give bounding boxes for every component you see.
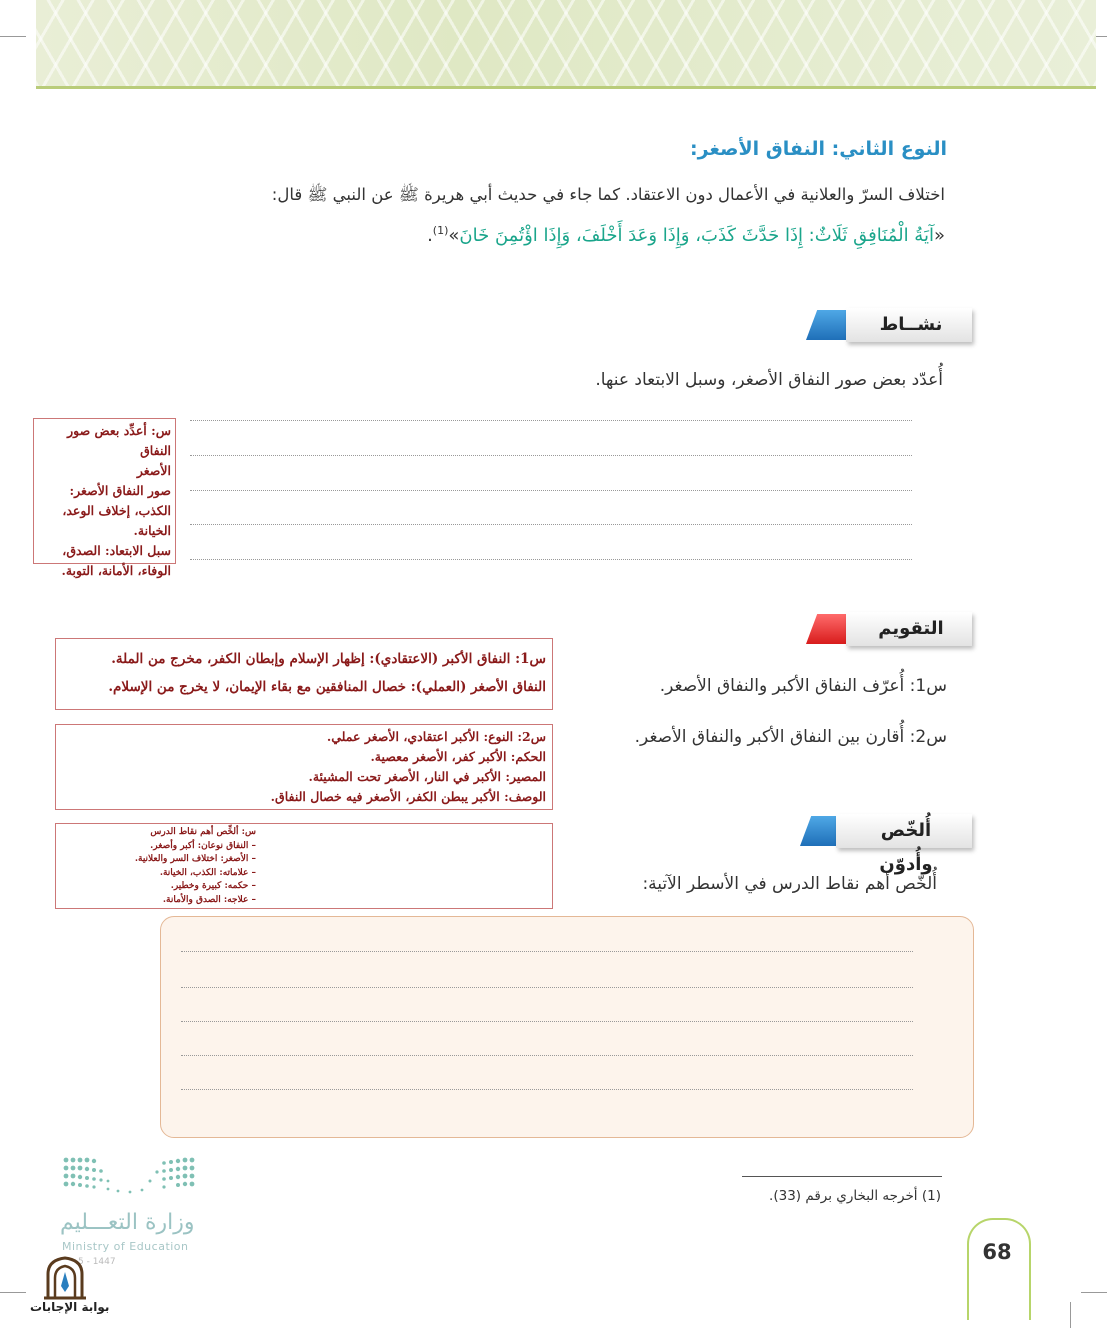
- page-number: 68: [982, 1240, 1012, 1264]
- activity-prompt: أُعدّد بعض صور النفاق الأصغر، وسبل الابتعاد عنها.: [595, 370, 943, 390]
- writing-line[interactable]: [181, 987, 913, 988]
- activity-answer-box: [33, 418, 176, 578]
- evaluation-answer-2-box: [55, 724, 553, 810]
- answers-portal-label: بوابة الإجابات: [30, 1300, 110, 1314]
- hadith-text: آيَةُ الْمُنَافِقِ ثَلَاثٌ: إِذَا حَدَّثَ كَذَبَ، وَإِذَا وَعَدَ أَخْلَفَ، وَإِذَا اؤْتُمِنَ خَانَ: [459, 225, 934, 246]
- evaluation-answer-1-box: [55, 638, 553, 710]
- writing-line[interactable]: [181, 951, 913, 952]
- activity-tag-label: نشــاط: [846, 308, 972, 342]
- hadith-quote: [155, 224, 945, 246]
- summary-tag: [800, 814, 972, 875]
- answer-line: الوصف: الأكبر يبطن الكفر، الأصغر فيه خصال النفاق.: [270, 789, 546, 804]
- answer-line: س2: النوع: الأكبر اعتقادي، الأصغر عملي.: [326, 729, 546, 744]
- crop-mark: [1070, 1302, 1071, 1328]
- answer-line: – النفاق نوعان: أكبر وأصغر.: [150, 840, 256, 851]
- answer-line: – الأصغر: اختلاف السر والعلانية.: [134, 854, 256, 864]
- answer-line: الكذب، إخلاف الوعد،: [62, 503, 171, 518]
- answer-line: النفاق الأصغر (العملي): خصال المنافقين مع بقاء الإيمان، لا يخرج من الإسلام.: [108, 679, 546, 695]
- decorative-header-band: [36, 0, 1096, 86]
- definition-text: اختلاف السرّ والعلانية في الأعمال دون الاعتقاد. كما جاء في حديث أبي هريرة ﷺ عن النبي ﷺ قال:: [271, 185, 945, 204]
- answer-line: الخيانة.: [133, 523, 171, 538]
- footnote-text: (1) أخرجه البخاري برقم (33).: [769, 1188, 941, 1204]
- summary-answer-box: [55, 823, 553, 909]
- answer-line: – علاماته: الكذب، الخيانة.: [159, 867, 256, 878]
- answer-line: الحكم: الأكبر كفر، الأصغر معصية.: [370, 749, 546, 764]
- answer-line: – حكمه: كبيرة وخطير.: [170, 881, 256, 891]
- answer-line: س1: النفاق الأكبر (الاعتقادي): إظهار الإسلام وإبطان الكفر، مخرج من الملة.: [111, 651, 546, 667]
- crop-mark: [1081, 1292, 1107, 1293]
- evaluation-tag-label: التقويم: [846, 612, 972, 646]
- footnote-marker: (1): [432, 224, 449, 237]
- answer-line: سبل الابتعاد: الصدق،: [62, 543, 171, 558]
- ministry-name-arabic: وزارة التعـــليم: [60, 1210, 195, 1235]
- page-number-tab: [967, 1218, 1031, 1320]
- summary-tag-label: أُلخّص وأُدوّن: [836, 814, 972, 848]
- ministry-year: 5 - 1447: [78, 1257, 116, 1267]
- footnote-divider: [742, 1176, 942, 1177]
- hadith-end: .: [427, 225, 433, 246]
- answers-portal-logo-icon: [44, 1256, 86, 1300]
- writing-line[interactable]: [181, 1021, 913, 1022]
- writing-line[interactable]: [190, 490, 912, 491]
- crop-mark: [0, 1292, 26, 1293]
- section-heading: النوع الثاني: النفاق الأصغر:: [690, 138, 947, 160]
- quote-close: »: [448, 225, 460, 246]
- writing-line[interactable]: [181, 1055, 913, 1056]
- answer-line: س: أعدِّد بعض صور النفاق: [67, 423, 171, 458]
- crop-mark: [0, 36, 26, 37]
- evaluation-question-1: س1: أُعرّف النفاق الأكبر والنفاق الأصغر.: [659, 676, 947, 696]
- writing-line[interactable]: [181, 1089, 913, 1090]
- header-divider: [36, 86, 1096, 89]
- summary-prompt: أُلخّص أهم نقاط الدرس في الأسطر الآتية:: [642, 874, 937, 894]
- answer-line: – علاجه: الصدق والأمانة.: [162, 894, 256, 905]
- answer-line: صور النفاق الأصغر:: [69, 483, 171, 498]
- ministry-name-english: Ministry of Education: [62, 1240, 189, 1253]
- answer-line: المصير: الأكبر في النار، الأصغر تحت المشيئة.: [308, 769, 546, 784]
- answer-line: س: ألخِّص أهم نقاط الدرس: [150, 827, 256, 837]
- answer-line: الوفاء، الأمانة، التوبة.: [61, 563, 171, 578]
- quote-open: «: [933, 225, 945, 246]
- activity-tag: [806, 308, 972, 346]
- summary-writing-box[interactable]: [160, 916, 974, 1138]
- ministry-logo-icon: [62, 1156, 196, 1196]
- writing-line[interactable]: [190, 420, 912, 421]
- evaluation-question-2: س2: أُقارن بين النفاق الأكبر والنفاق الأصغر.: [634, 727, 947, 747]
- evaluation-tag: [806, 612, 972, 650]
- writing-line[interactable]: [190, 524, 912, 525]
- writing-line[interactable]: [190, 559, 912, 560]
- answer-line: الأصغر: [136, 463, 171, 478]
- writing-line[interactable]: [190, 455, 912, 456]
